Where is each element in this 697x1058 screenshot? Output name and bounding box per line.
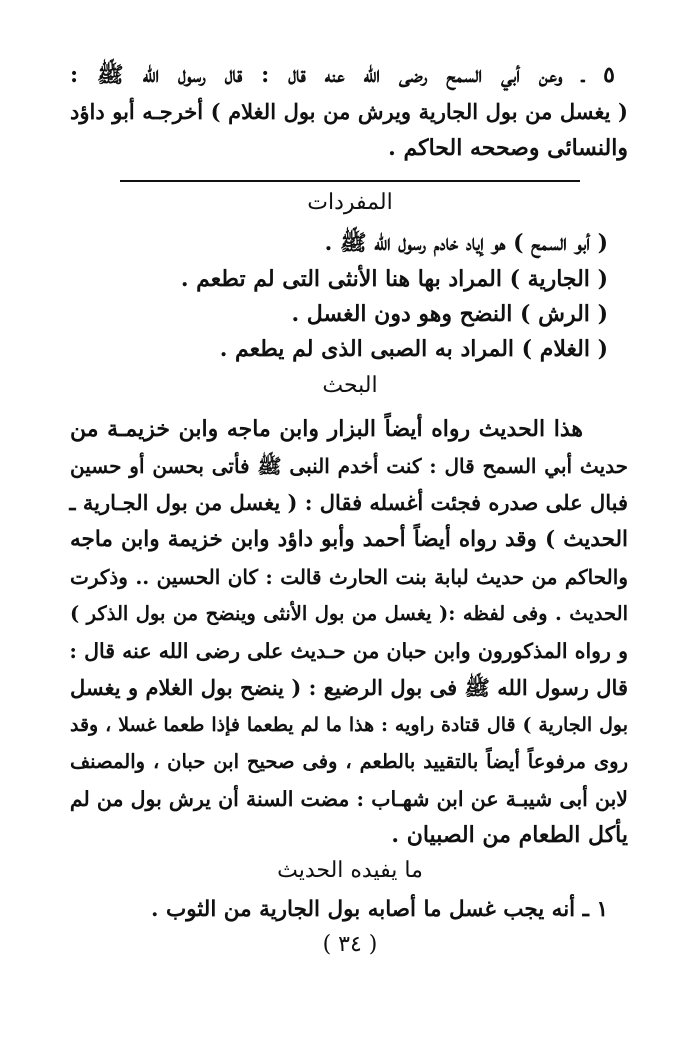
mufradat-line-3: ( الرش ) النضح وهو دون الغسل . [291,301,608,327]
page-number: ( ٣٤ ) [322,932,378,957]
bahth-line-11: لابن أبى شيبـة عن ابن شهـاب : مضت السنة أن يرش بول من لم [69,787,628,811]
bahth-line-6: الحديث . وفى لفظه :( يغسل من بول الأنثى وينضح من بول الذكر ) [70,602,628,625]
hadith-line-2: ( يغسل من بول الجارية ويرش من بول الغلام ) أخرجـه أبو داؤد [70,99,628,124]
bahth-line-2: حديث أبي السمح قال : كنت أخدم النبى ﷺ فأتى بحسن أو حسين [70,454,628,478]
mufradat-line-1: ( أبو السمح ) هو إياد خادم رسول الله ﷺ . [324,230,608,256]
bahth-line-4: الحديث ) وقد رواه أيضاً أحمد وأبو داؤد وابن خزيمة وابن ماجه [70,527,628,552]
mufradat-heading: المفردات [307,190,393,215]
bahth-heading: البحث [322,373,378,398]
bahth-line-9: بول الجارية ) قال قتادة راويه : هذا ما لم يطعما فإذا طعما غسلا ، وقد [70,714,628,736]
bahth-line-7: و رواه المذكورون وابن حبان من حـديث على رضى الله عنه قال : [69,639,628,663]
benefits-heading: ما يفيده الحديث [277,858,423,883]
bahth-line-12: يأكل الطعام من الصبيان . [391,822,628,848]
bahth-line-3: فبال على صدره فجئت أغسله فقال : ( يغسل من بول الجـارية ـ [69,490,628,515]
section-divider [120,180,580,182]
bahth-line-8: قال رسول الله ﷺ فى بول الرضيع : ( ينضح بول الغلام و يغسل [70,675,628,700]
benefit-line-1: ١ ـ أنه يجب غسل ما أصابه بول الجارية من الثوب . [150,897,608,922]
mufradat-line-2: ( الجارية ) المراد بها هنا الأنثى التى لم تطعم . [180,266,608,292]
hadith-line-1: ٥ ـ وعن أبي السمح رضى الله عنه قال : قال رسول الله ﷺ : [70,62,615,88]
bahth-line-1: هذا الحديث رواه أيضاً البزار وابن ماجه وابن خزيمـة من [70,416,583,442]
bahth-line-10: روى مرفوعاً أيضاً بالتقييد بالطعم ، وفى صحيح ابن حبان ، والمصنف [70,750,628,773]
mufradat-line-4: ( الغلام ) المراد به الصبى الذى لم يطعم . [219,336,608,362]
hadith-line-3: والنسائى وصححه الحاكم . [388,135,628,161]
bahth-line-5: والحاكم من حديث لبابة بنت الحارث قالت : كان الحسين .. وذكرت [70,565,628,589]
